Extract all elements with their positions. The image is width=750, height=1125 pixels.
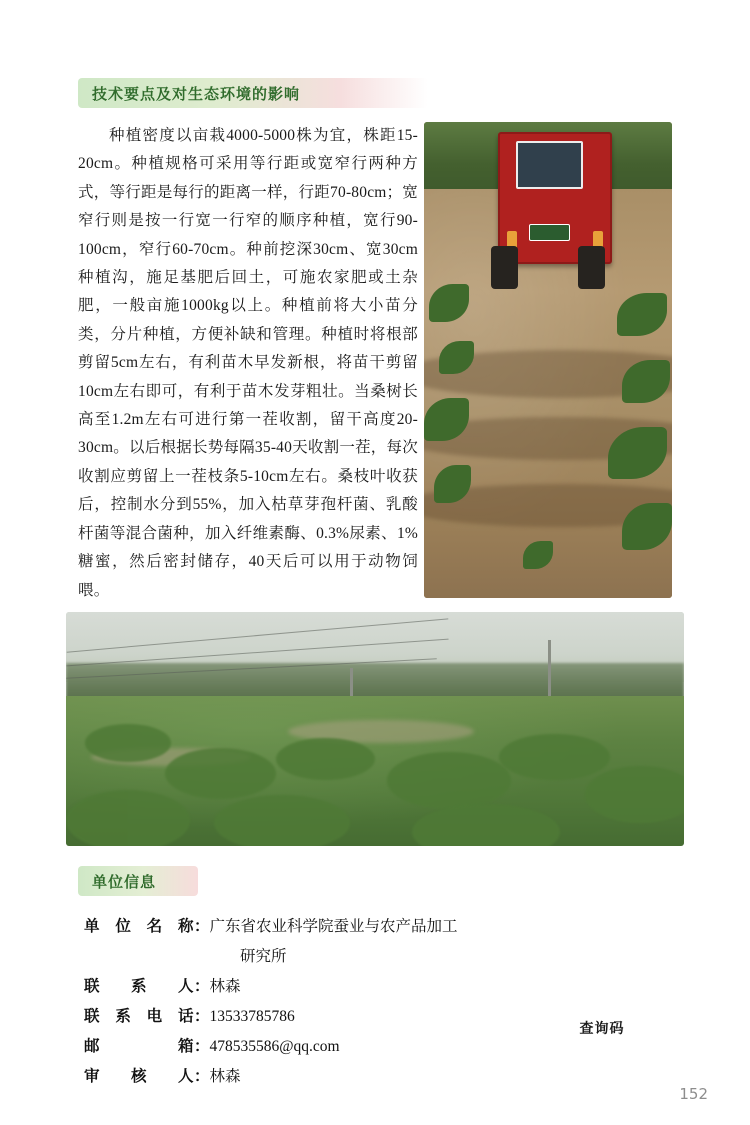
info-value: 13533785786	[209, 1008, 295, 1025]
info-row-unit-name	[84, 912, 554, 942]
info-row-phone	[84, 1002, 554, 1032]
crop-bush	[85, 724, 172, 761]
info-colon: ：	[194, 1008, 210, 1025]
info-label: 单位名称	[84, 918, 194, 935]
info-row-unit-name-continued	[84, 942, 554, 972]
qr-code-image[interactable]	[556, 918, 648, 1010]
qr-code-grid	[556, 918, 648, 1010]
truck-scene-illustration	[424, 122, 672, 598]
truck-rear-window	[516, 141, 583, 189]
section-heading-tech	[78, 78, 428, 108]
info-row-contact-person	[84, 972, 554, 1002]
info-value: 478535586@qq.com	[209, 1038, 340, 1055]
query-qr-block	[556, 918, 648, 1038]
crop-bush	[66, 790, 190, 846]
info-value: 广东省农业科学院蚕业与农产品加工	[209, 918, 458, 935]
info-value: 林森	[209, 1068, 241, 1085]
info-label: 联系电话	[84, 1008, 194, 1025]
crop-bush	[585, 766, 684, 822]
section-heading-unit	[78, 866, 198, 896]
truck-wheel-left	[491, 246, 518, 289]
red-truck	[498, 132, 611, 265]
truck-license-plate	[529, 224, 570, 241]
truck-wheel-right	[578, 246, 605, 289]
info-row-email	[84, 1032, 554, 1062]
field-scene-illustration	[66, 612, 684, 846]
qr-caption: 查询码	[579, 1021, 625, 1037]
info-colon: ：	[194, 1038, 210, 1055]
photo-foggy-plantation	[66, 612, 684, 846]
info-row-reviewer	[84, 1062, 554, 1092]
info-colon: ：	[194, 978, 210, 995]
info-label: 邮箱	[84, 1038, 194, 1055]
crop-bush	[387, 752, 511, 808]
crop-bush	[165, 748, 276, 799]
crop-bush	[214, 795, 350, 846]
info-value: 林森	[209, 978, 241, 995]
unit-info-block	[84, 912, 554, 1092]
tech-body-paragraph: 种植密度以亩栽4000-5000株为宜，株距15-20cm。种植规格可采用等行距或宽窄行两种方式，等行距是每行的距离一样，行距70-80cm；宽窄行则是按一行宽一行窄的顺序种植，宽行90-100cm，窄行60-70cm。种前挖深30cm、宽30cm种植沟，施足基肥后回土，可施农家肥或土杂肥，一般亩施1000kg以上。种植前将大小苗分类，分片种植，方便补缺和管理。种植时将根部剪留5cm左右，有利苗木早发新根，将苗干剪留10cm左右即可，有利于苗木发芽粗壮。当桑树长高至1.2m左右可进行第一茬收割，留干高度20-30cm。以后根据长势每隔35-40天收割一茬，每次收割应剪留上一茬枝条5-10cm左右。桑枝叶收获后，控制水分到55%，加入枯草芽孢杆菌、乳酸杆菌等混合菌种，加入纤维素酶、0.3%尿素、1%糖蜜，然后密封储存，40天后可以用于动物饲喂。	[78, 127, 418, 599]
info-colon: ：	[194, 918, 210, 935]
info-colon: ：	[194, 1068, 210, 1085]
info-label: 联系人	[84, 978, 194, 995]
info-label: 审核人	[84, 1068, 194, 1085]
section-heading-tech-label: 技术要点及对生态环境的影响	[92, 84, 301, 103]
info-value-continued: 研究所	[240, 948, 287, 965]
page-number: 152	[679, 1085, 708, 1103]
crop-bush	[499, 734, 610, 781]
section-heading-unit-label: 单位信息	[92, 872, 157, 891]
photo-red-truck-field	[424, 122, 672, 598]
